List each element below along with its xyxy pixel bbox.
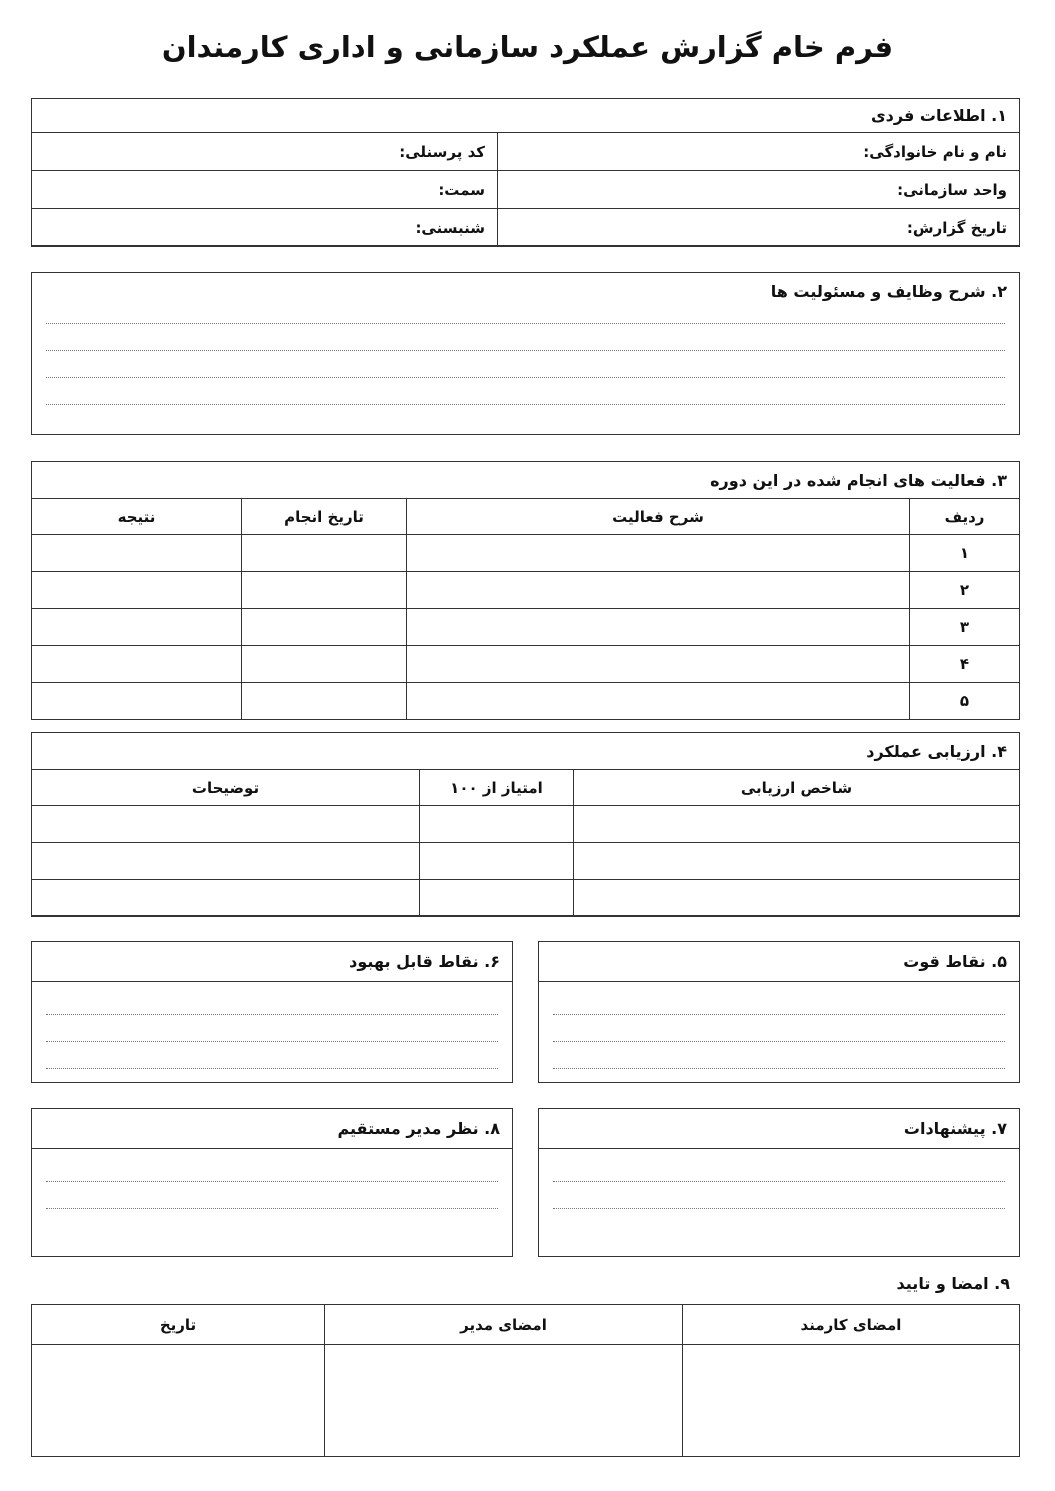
extra-field[interactable]: شنبسنی: (32, 209, 498, 247)
table-cell[interactable] (407, 609, 910, 646)
column-header: امتیاز از ۱۰۰ (420, 770, 574, 806)
table-cell[interactable] (32, 880, 420, 917)
table-cell[interactable] (574, 843, 1020, 880)
table-cell[interactable] (407, 683, 910, 720)
row-number: ۵ (910, 683, 1020, 720)
duties-section (31, 272, 1020, 435)
table-cell[interactable] (407, 646, 910, 683)
table-cell[interactable] (32, 609, 242, 646)
row-number: ۳ (910, 609, 1020, 646)
column-header: ردیف (910, 499, 1020, 535)
table-row (32, 880, 1020, 917)
table-cell[interactable] (32, 535, 242, 572)
personal-info-section (31, 98, 1020, 246)
table-row (32, 843, 1020, 880)
table-row (32, 683, 1020, 720)
strengths-heading: ۵. نقاط قوت (539, 942, 1019, 982)
manager-opinion-heading: ۸. نظر مدیر مستقیم (32, 1109, 512, 1149)
table-cell[interactable] (574, 880, 1020, 917)
personal-info-heading: ۱. اطلاعات فردی (32, 99, 1019, 133)
employee-signature-cell[interactable] (683, 1345, 1020, 1457)
column-header: شرح فعالیت (407, 499, 910, 535)
writing-line[interactable] (46, 1208, 498, 1209)
column-header: نتیجه (32, 499, 242, 535)
writing-line[interactable] (46, 1014, 498, 1015)
table-cell[interactable] (574, 806, 1020, 843)
signature-table (31, 1304, 1020, 1457)
column-header: امضای کارمند (683, 1305, 1020, 1345)
row-number: ۴ (910, 646, 1020, 683)
signature-heading: ۹. امضا و تایید (896, 1274, 1010, 1293)
writing-line[interactable] (46, 1068, 498, 1069)
improvements-heading: ۶. نقاط قابل بهبود (32, 942, 512, 982)
activities-section (31, 461, 1020, 720)
evaluation-section (31, 732, 1020, 916)
table-cell[interactable] (420, 880, 574, 917)
form-title: فرم خام گزارش عملکرد سازمانی و اداری کارمندان (161, 30, 894, 64)
row-number: ۲ (910, 572, 1020, 609)
column-header: شاخص ارزیابی (574, 770, 1020, 806)
table-cell[interactable] (407, 535, 910, 572)
writing-line[interactable] (46, 1041, 498, 1042)
table-cell[interactable] (420, 806, 574, 843)
strengths-section (538, 941, 1020, 1083)
writing-line[interactable] (553, 1041, 1005, 1042)
duties-heading: ۲. شرح وظایف و مسئولیت ها (770, 281, 1007, 301)
table-row (32, 572, 1020, 609)
suggestions-heading: ۷. پیشنهادات (539, 1109, 1019, 1149)
table-row (32, 535, 1020, 572)
writing-line[interactable] (553, 1181, 1005, 1182)
table-cell[interactable] (32, 683, 242, 720)
writing-line[interactable] (553, 1014, 1005, 1015)
table-cell[interactable] (242, 683, 407, 720)
column-header: توضیحات (32, 770, 420, 806)
table-row (32, 646, 1020, 683)
signature-section (31, 1304, 1020, 1457)
manager-opinion-section (31, 1108, 513, 1257)
report-date-field[interactable]: تاریخ گزارش: (498, 209, 1020, 247)
column-header: تاریخ (32, 1305, 325, 1345)
writing-line[interactable] (46, 1181, 498, 1182)
date-cell[interactable] (32, 1345, 325, 1457)
evaluation-heading: ۴. ارزیابی عملکرد (32, 733, 1019, 770)
table-row (32, 609, 1020, 646)
evaluation-table (31, 769, 1020, 917)
position-field[interactable]: سمت: (32, 171, 498, 209)
suggestions-section (538, 1108, 1020, 1257)
column-header: امضای مدیر (325, 1305, 683, 1345)
writing-line[interactable] (46, 323, 1005, 324)
table-cell[interactable] (242, 572, 407, 609)
table-cell[interactable] (242, 535, 407, 572)
writing-line[interactable] (553, 1208, 1005, 1209)
table-row (32, 806, 1020, 843)
table-cell[interactable] (420, 843, 574, 880)
row-number: ۱ (910, 535, 1020, 572)
full-name-field[interactable]: نام و نام خانوادگی: (498, 133, 1020, 171)
personnel-code-field[interactable]: کد پرسنلی: (32, 133, 498, 171)
table-cell[interactable] (32, 572, 242, 609)
manager-signature-cell[interactable] (325, 1345, 683, 1457)
table-cell[interactable] (32, 806, 420, 843)
personal-info-table (31, 132, 1020, 247)
improvements-section (31, 941, 513, 1083)
writing-line[interactable] (46, 377, 1005, 378)
table-cell[interactable] (242, 646, 407, 683)
department-field[interactable]: واحد سازمانی: (498, 171, 1020, 209)
writing-line[interactable] (553, 1068, 1005, 1069)
writing-line[interactable] (46, 350, 1005, 351)
activities-heading: ۳. فعالیت های انجام شده در این دوره (32, 462, 1019, 499)
writing-line[interactable] (46, 404, 1005, 405)
activities-table (31, 498, 1020, 720)
table-cell[interactable] (242, 609, 407, 646)
table-cell[interactable] (32, 646, 242, 683)
table-cell[interactable] (407, 572, 910, 609)
table-cell[interactable] (32, 843, 420, 880)
column-header: تاریخ انجام (242, 499, 407, 535)
